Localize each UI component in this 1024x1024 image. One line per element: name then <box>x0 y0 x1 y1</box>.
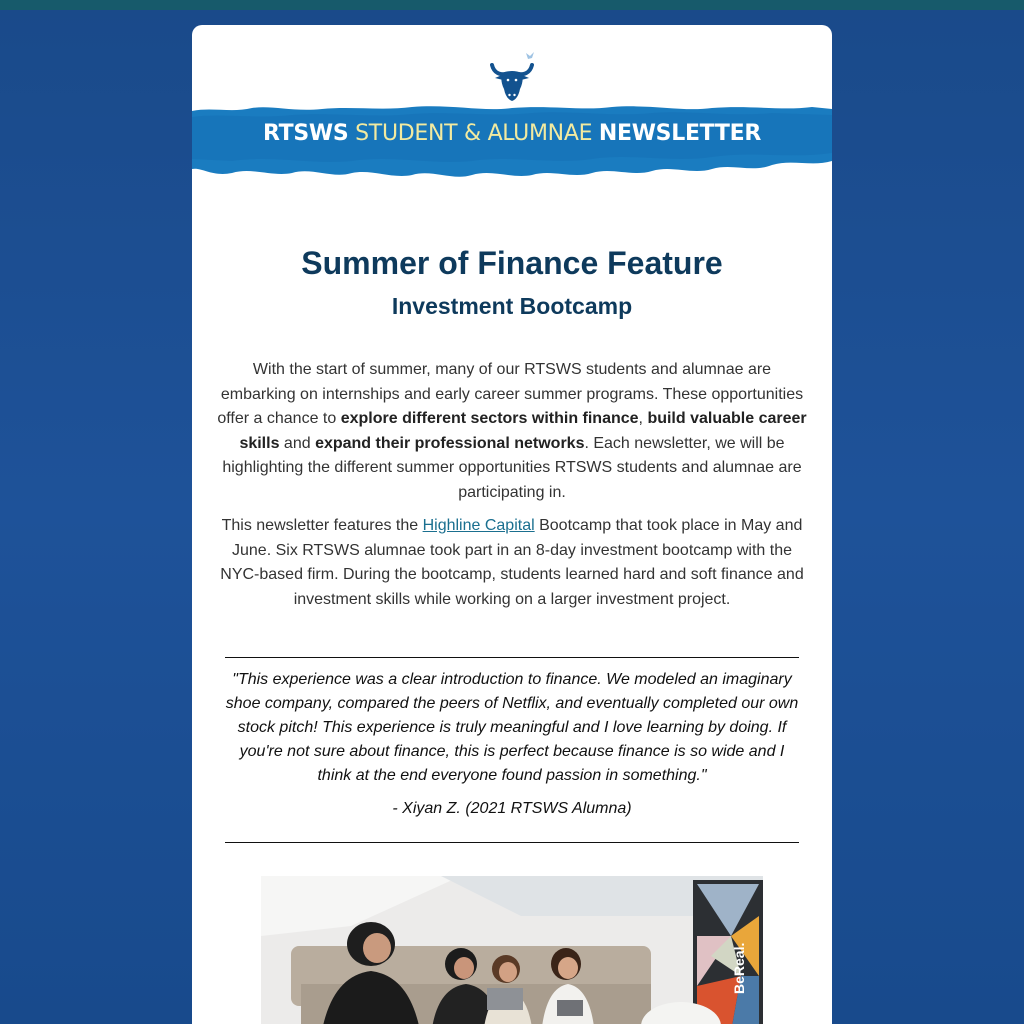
bull-icon <box>482 47 542 107</box>
banner-word-student: STUDENT <box>355 121 458 146</box>
highline-capital-link[interactable]: Highline Capital <box>422 517 535 534</box>
banner-word-newsletter: NEWSLETTER <box>598 121 761 146</box>
photo-watermark: BeReal. <box>731 942 747 994</box>
divider-top <box>225 657 799 658</box>
intro-bold-3: expand their professional networks <box>315 434 585 452</box>
intro-text-2: , <box>638 410 648 427</box>
top-strip <box>0 0 1024 10</box>
article-subtitle: Investment Bootcamp <box>391 293 633 319</box>
intro-paragraph <box>214 358 810 505</box>
banner-ampersand: & <box>464 121 481 146</box>
banner-word-alumnae: ALUMNAE <box>487 121 593 146</box>
intro-text-4: . Each newsletter, we will be highlighting the different summer opportunities RTSWS students and alumnae are participating in. <box>222 434 802 501</box>
feature-paragraph <box>214 514 810 612</box>
intro-text-3: and <box>279 434 316 452</box>
intro-bold-1: explore different sectors within finance <box>340 410 639 427</box>
divider-bottom <box>225 842 799 843</box>
intro-bold-2: build valuable career skills <box>239 410 807 452</box>
testimonial-quote: "This experience was a clear introduction to finance. We modeled an imaginary shoe company, compared the peers of Netflix, and eventually completed our own stock pitch! This experience is truly meaningful and I love learning by doing. If you're not sure about finance, this is perfect because finance is so wide and I think at the end everyone found passion in something." <box>225 671 799 784</box>
bootcamp-photo <box>261 876 763 1024</box>
article-title: Summer of Finance Feature <box>301 245 723 281</box>
banner-word-rtsws: RTSWS <box>263 121 349 146</box>
feature-text-1: This newsletter features the <box>221 517 423 534</box>
logo <box>192 47 832 107</box>
intro-text-1: With the start of summer, many of our RTSWS students and alumnae are embarking on internships and early career summer programs. These opportunities offer a chance to <box>217 361 804 427</box>
feature-text-2: Bootcamp that took place in May and June. Six RTSWS alumnae took part in an 8-day investment bootcamp with the NYC-based firm. During the bootcamp, students learned hard and soft finance and investment skills while working on a larger investment project. <box>220 517 804 608</box>
photo-illustration <box>261 876 763 1024</box>
newsletter-card <box>192 25 832 1024</box>
testimonial-attribution: - Xiyan Z. (2021 RTSWS Alumna) <box>392 800 632 817</box>
banner-title <box>192 121 832 146</box>
